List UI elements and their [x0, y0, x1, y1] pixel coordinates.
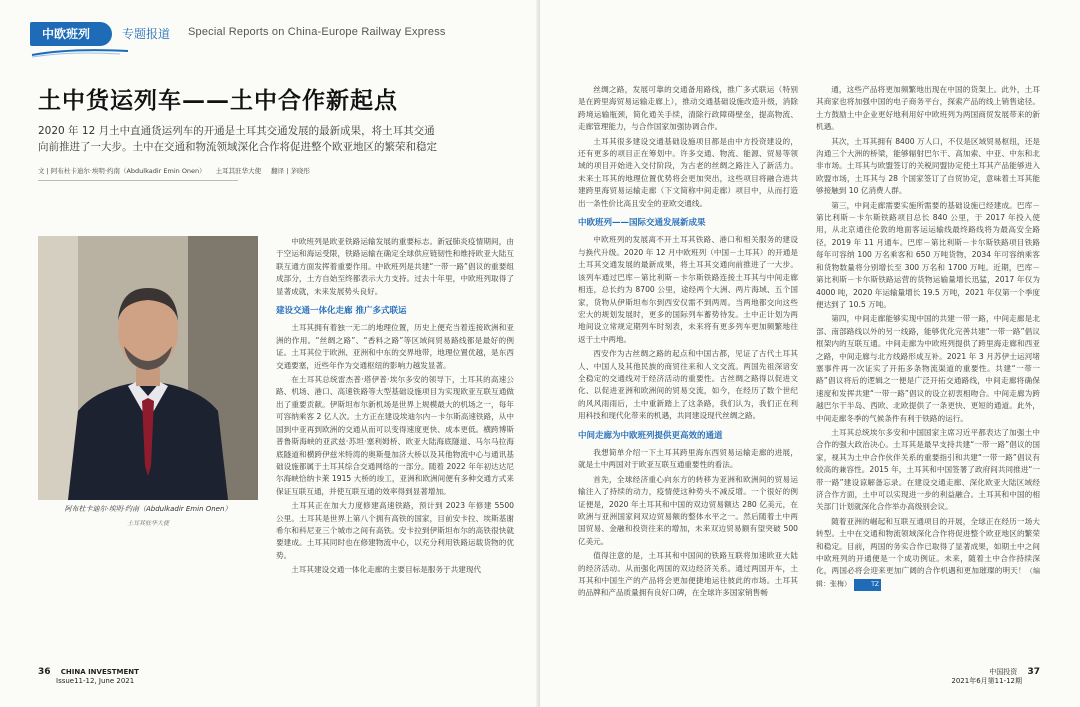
byline-divider — [38, 180, 238, 181]
portrait-illustration — [38, 236, 258, 500]
paragraph: 其次，土耳其拥有 8400 万人口，不仅是区域贸易枢纽，还是沟通三个大洲的桥梁，能够辐射巴尔干、高加索、中亚、中东和北非市场。土耳其与欧盟签订的关税同盟协定使土耳其产品能够进入欧盟市场，土耳其与 28 个国家签订了自贸协定，意味着土耳其能够接触到 10 亿消费人群。 — [816, 136, 1040, 196]
byline-author: 文 | 阿布杜卡迪尔·埃明·约南（Abdulkadir Emin Onen） — [38, 167, 206, 175]
byline-role: 土耳其驻华大使 — [215, 167, 262, 175]
paragraph: 首先，全球经济重心向东方的转移为亚洲和欧洲间的贸易运输注入了持续的动力，疫情使这种势头不减反增。一个很好的例证便是，2020 年土耳其和中国的双边贸易额达 280 亿美元，在欧洲与亚洲国家间双边贸易额的整体水平之一。然后随着土中两国贸易、金融和投资往来的增加，未来双边贸易额有望突破 500 亿美元。 — [578, 474, 798, 546]
magazine-name-en: CHINA INVESTMENT — [60, 668, 139, 676]
swoosh-decoration — [30, 48, 130, 58]
page-number-left: 36 — [38, 667, 51, 677]
paragraph — [816, 516, 1040, 591]
editor-credit: （编辑：张梅） — [816, 567, 1040, 588]
paragraph: 第三，中间走廊需要实施所需要的基础设施已经建成。巴库－第比利斯－卡尔斯铁路项目总长 840 公里，于 2017 年投入使用，从北京通往伦敦的地面客运运输线最终路线将为最高安全路径，2019 年 11 月通车。巴库－第比利斯－卡尔斯铁路项目铁路每年可容纳 100 万名乘客和 650 万吨货物，2034 年可容纳乘客和货物数量将分别增长至 300 万名和 1700 万吨。近期，巴库－第比利斯－卡尔斯铁路运营的货物运输量增长迅猛，2017 年仅为 4000 吨，2020 年运输量增长 19.5 万吨，2021 年仅第一个季度便达到了 10.5 万吨。 — [816, 200, 1040, 309]
article-column-1 — [276, 236, 514, 646]
paragraph: 值得注意的是，土耳其和中国间的铁路互联将加速欧亚大陆的经济活动。从而强化两国的双边经济关系。通过两国开车，土耳其和中国生产的产品将会更加便捷地运往彼此的市场。土耳其的品牌和产品质量拥有良好口碑，在全球许多国家销售畅 — [578, 551, 798, 598]
article-column-3 — [816, 84, 1040, 674]
article-lead: 2020 年 12 月土中直通货运列车的开通是土耳其交通发展的最新成果，将土耳其交通向前推进了一大步。土中在交通和物流领域深化合作将促进整个欧亚地区的繁荣和稳定 — [38, 125, 437, 153]
photo-caption-role: 土耳其驻华大使 — [126, 520, 169, 527]
issue-en: Issue11-12, June 2021 — [56, 677, 135, 685]
subheading: 中欧班列——国际交通发展新成果 — [578, 218, 706, 229]
byline — [38, 166, 398, 175]
paragraph: 中欧班列的发展离不开土耳其铁路、港口和相关服务的建设与换代升级。2020 年 12 月中欧班列（中国－土耳其）的开通是土耳其交通发展的最新成果，将土耳其交通向前推进了一大步。该列车通过巴库－第比利斯－卡尔斯铁路连接土耳其与中间走廊相连，总长约为 8700 公里，途经两个大洲、两片海域、五个国家，货物从伊斯坦布尔到西安仅需不到两周。当两地都交向这些宏大的规划发展时，更多的国际列车蓄势待发。土中正计划为两地间设立常规定期列车时刻表，未来将有更多列车更加频繁地往返于土中两地。 — [578, 235, 798, 344]
paragraph: 土耳其拥有着独一无二的地理位置，历史上便充当着连接欧洲和亚洲的作用。“丝绸之路”、“香料之路”等区域间贸易路线都是最好的例证。土耳其位于欧洲、亚洲和中东的交界地带，地理位置优越，是东西交通要塞，近些年作为交通枢纽的影响力越发显著。 — [276, 323, 514, 370]
photo-caption: 阿布杜卡迪尔·埃明·约南（Abdulkadir Emin Onen） — [64, 505, 232, 513]
paragraph: 第四，中间走廊能够实现中国的共建一带一路，中间走廊是北部、南部路线以外的另一线路，能够优化完善共建“一带一路”倡议框架内的互联互通。中间走廊为中欧班列提供了跨里海走廊和西亚之路，中间走廊与北方线路形成互补。2021 年 3 月苏伊士运河堵塞事件再一次证实了开拓多条物流渠道的重要性。共建“一带一路”倡议将后的逻辑之一便是广泛开拓交通路线，中间走廊将确保速度和发挥共建“一带一路”倡议的设立初衷相吻合。中间走廊为跨越巴尔干半岛、西欧、北欧提供了一条更快、更短的通道。此外，中间走廊冬季的气候条件有利于铁路的运行。 — [816, 314, 1040, 423]
paragraph: 土耳其正在加大力度修建高速铁路，预计到 2023 年修建 5500 公里。土耳其是世界上第八个拥有高铁的国家，目前安卡拉、埃斯基谢希尔和科尼亚三个城市之间有高铁。安卡拉到伊斯坦布尔的高铁很快就要建成。土耳其同时也在修建物流中心，以充分利用铁路运载货物的优势。 — [276, 501, 514, 560]
paragraph: 土耳其很多建设交通基础设施项目都是由中方投资建设的，还有更多的项目正在筹划中。许多交通、物流、能源、贸易等领域的项目开始进入交付阶段，为古老的丝绸之路注入了新活力。未来土耳其的地理位置优势将会更加突出，这些项目将融合进共建跨里海贸易运输走廊（下文简称中间走廊）项目中，从而打造出一条性价比高且安全的亚欧交通线。 — [578, 136, 798, 208]
ambassador-photo — [38, 236, 258, 500]
paragraph: 西安作为古丝绸之路的起点和中国古都，见证了古代土耳其人、中国人及其他民族的商贸往来和人文交流。两国先祖深谙安全稳定的交通线对于经济活动的重要性。古丝绸之路得以促进文化、以促进亚洲和欧洲间的贸易交流，如今，在经历了数个世纪的风风雨雨后，土中重新踏上了这条路，我们认为，我们正在利用科技和现代化带来的机遇，共同建设现代丝绸之路。 — [578, 349, 798, 421]
paragraph: 丝绸之路，发展可靠的交通备用路线，推广多式联运（特别是在跨里海贸易运输走廊上），推动交通基础设施改造升级，消除跨境运输瓶颈，简化通关手续，清除行政障碍壁垒，提高物流、走廊管理能力，与合作国家加强协调合作。 — [578, 85, 798, 132]
paragraph: 我想简单介绍一下土耳其跨里海东西贸易运输走廊的进展，就是土中两国对于欧亚互联互通重要性的看法。 — [578, 447, 798, 470]
magazine-name-cn: 中国投资 — [989, 668, 1018, 676]
subheading: 中间走廊为中欧班列提供更高效的通道 — [578, 430, 723, 441]
section-header — [30, 22, 530, 62]
section-badge: 中欧班列 — [30, 22, 112, 46]
article-column-2 — [578, 84, 798, 674]
page-number-right: 37 — [1027, 667, 1040, 677]
issue-cn: 2021年6月第11-12期 — [951, 677, 1022, 685]
closing-paragraph-text: 随着亚洲的崛起和互联互通项目的开展，全球正在经历一场大转型。土中在交通和物流领域深化合作将促进整个欧亚地区的繁荣和稳定。目前，两国的务实合作已取得了显著成果，如期土中之间中欧班列的开通便是一个成功例证。未来，随着土中合作持续深化，两国必将会迎来更加广阔的合作机遇和更加璀璨的明天！ — [816, 516, 1040, 576]
section-title-en: Special Reports on China-Europe Railway Express — [188, 26, 446, 38]
paragraph: 通，这些产品将更加频繁地出现在中国的货架上。此外，土耳其商家也将加强中国的电子商务平台，探索产品的线上销售途径。土方鼓励土中企业更好地利用好中欧班列为两国商贸发展带来的新机遇。 — [816, 85, 1040, 132]
footer-left — [38, 668, 139, 686]
article-title: 土中货运列车——土中合作新起点 — [38, 87, 398, 114]
subheading: 建设交通一体化走廊 推广多式联运 — [276, 306, 407, 317]
paragraph: 土耳其建设交通一体化走廊的主要目标是服务于共建现代 — [291, 565, 482, 575]
end-mark: TZ — [854, 579, 881, 591]
byline-translator: 翻译 | 茅晓彤 — [271, 167, 310, 175]
footer-right — [951, 668, 1040, 686]
section-title-cn: 专题报道 — [122, 27, 171, 41]
paragraph: 在土耳其总统雷杰普·塔伊普·埃尔多安的领导下，土耳其的高速公路、机场、港口、高速铁路等大型基础设施项目为实现欧亚互联互通做出了重要贡献。伊斯坦布尔新机场是世界上规模最大的机场之一，每年可容纳乘客 2 亿人次。土方正在建设埃迪尔内－卡尔斯高速铁路，从中国到中亚再到欧洲的交通从而可以变得速度更快、成本更低。横跨博斯普鲁斯海峡的亚武兹·苏坦·塞利姆桥、欧亚大陆海底隧道、马尔马拉海底隧道和横跨伊兹米特湾的奥斯曼加济大桥以及其他物流中心与通讯基础设施都属于土耳其综合交通网络的一部分。随着 2022 年年初达达尼尔海峡恰纳卡莱 1915 大桥的竣工，亚洲和欧洲间便有多种交通方式来保证互联互通，并使互联互通的效率得到显著增加。 — [276, 375, 514, 496]
paragraph: 土耳其总统埃尔多安和中国国家主席习近平都表达了加强土中合作的强大政治决心。土耳其是最早支持共建“一带一路”倡议的国家，视其为土中合作伙伴关系的重要指引和共建“一带一路”倡议有较高的兼容性。2015 年，土耳其和中国签署了政府间共同推进“一带一路”建设谅解备忘录。在建设交通走廊、深化欧亚大陆区域经济合作方面，土中可以实现进一步的利益融合。土耳其和中国的相关部门计划就深化合作举办高级别会议。 — [816, 427, 1040, 512]
paragraph: 中欧班列是欧亚铁路运输发展的重要标志。新冠肺炎疫情期间，由于空运和海运受限，铁路运输在确定全球供应链韧性和维持欧亚大陆互联互通方面发挥着重要作用。中欧班列是共建“一带一路”倡议的重要组成部分，土方自始至终都表示大力支持。过去十年里，中欧班列取得了显著成就，未来发展势头良好。 — [276, 237, 514, 296]
